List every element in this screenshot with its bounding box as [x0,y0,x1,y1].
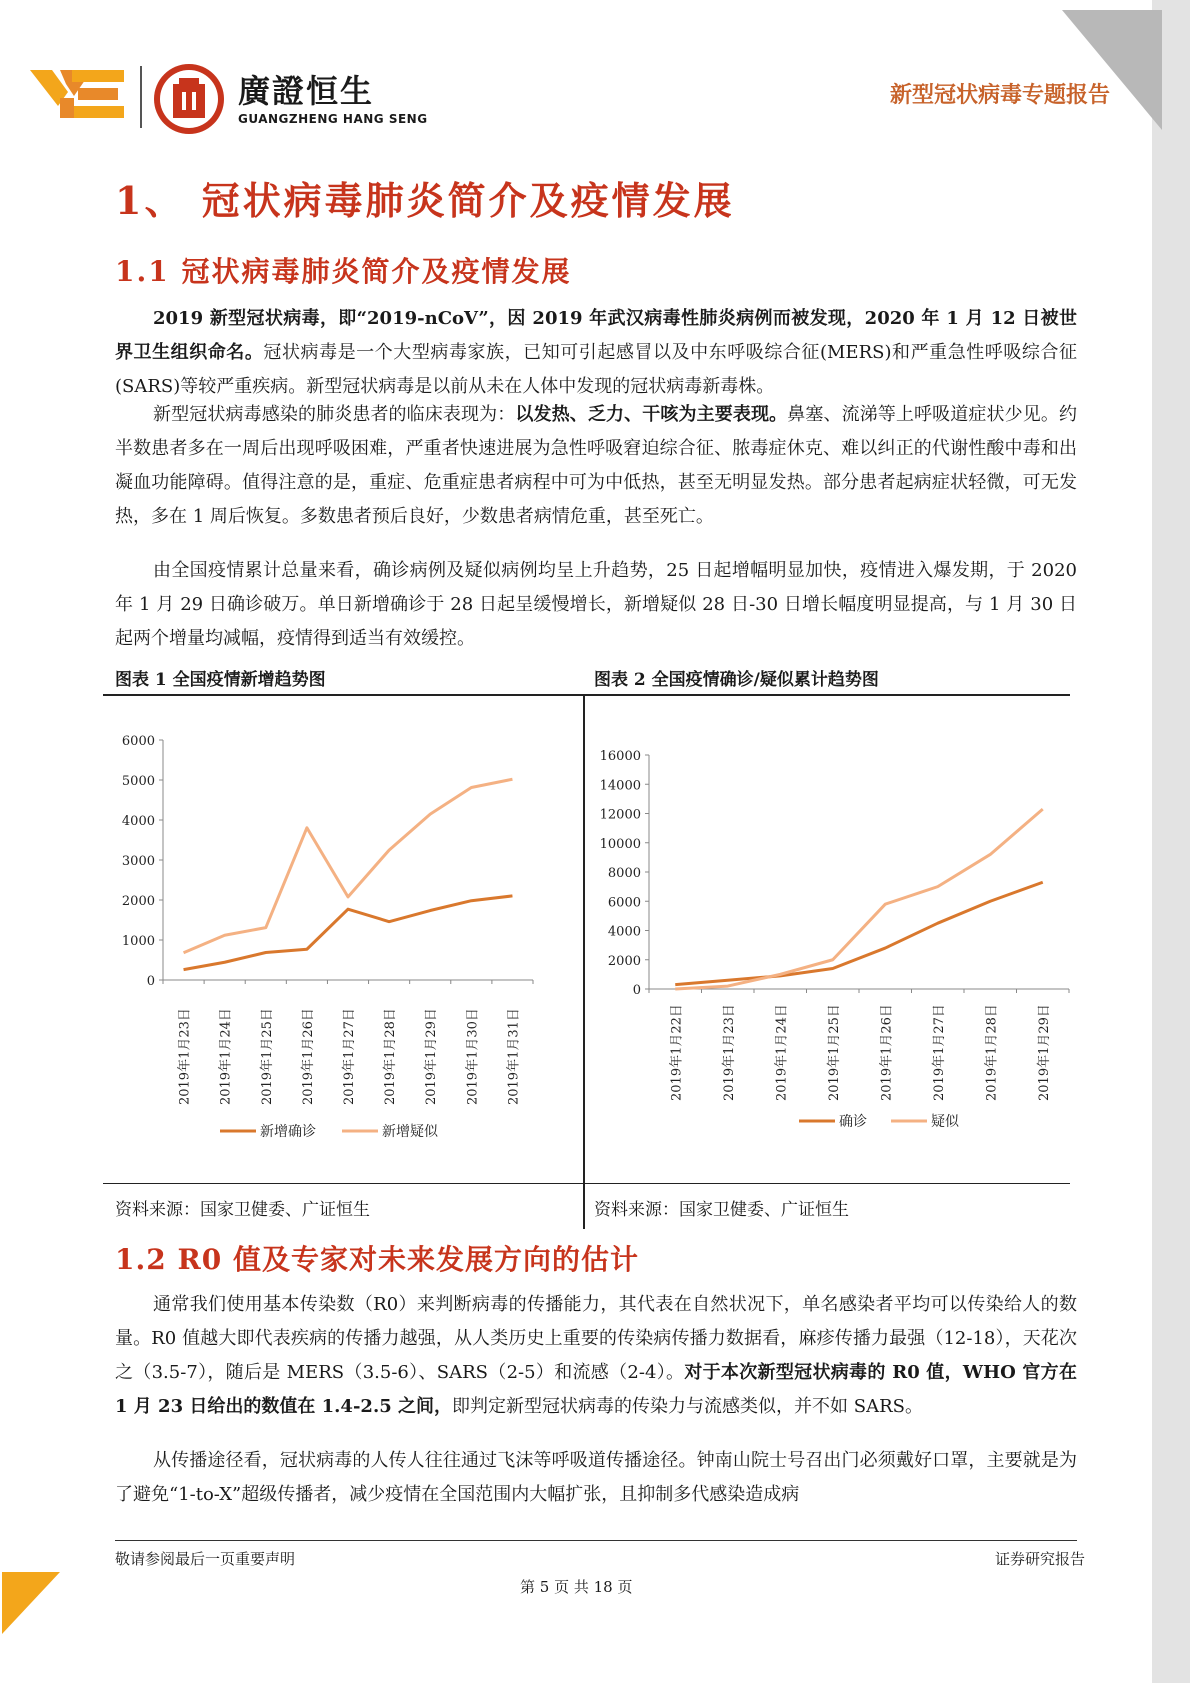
paragraph-r0 [115,1288,1077,1424]
chart-new-cases [115,720,570,1155]
legend-label: 新增疑似 [382,1124,438,1140]
paragraph-intro-rest: 冠状病毒是一个大型病毒家族，已知可引起感冒以及中东呼吸综合征(MERS)和严重急性呼吸综合征(SARS)等较严重疾病。新型冠状病毒是以前从未在人体中发现的冠状病毒新毒株。 [115,342,1077,397]
x-tick-label: 2019年1月30日 [465,1008,481,1105]
paragraph-intro [115,302,1077,404]
y-tick-label: 1000 [121,934,155,949]
legend-label: 新增确诊 [260,1124,316,1140]
y-tick-label: 2000 [121,894,155,909]
paragraph-trend: 由全国疫情累计总量来看，确诊病例及疑似病例均呈上升趋势，25 日起增幅明显加快，疫情进入爆发期，于 2020 年 1 月 29 日确诊破万。单日新增确诊于 28 日起呈缓慢增长，新增疑似 28 日-30 日增长幅度明显提高，与 1 月 30 日起两个增量均减幅，疫情得到适当有效缓控。 [115,560,1077,649]
y-tick-label: 5000 [121,774,155,789]
figure-top-rule [103,694,1070,696]
ye-logo [30,62,130,122]
y-tick-label: 0 [146,974,155,989]
x-tick-label: 2019年1月22日 [669,1004,685,1101]
paragraph-symptoms-b: 鼻塞、流涕等上呼吸道症状少见。约半数患者多在一周后出现呼吸困难，严重者快速进展为急性呼吸窘迫综合征、脓毒症休克、难以纠正的代谢性酸中毒和出凝血功能障碍。值得注意的是，重症、危重症患者病程中可为中低热，甚至无明显发热。部分患者起病症状轻微，可无发热，多在 1 周后恢复。多数患者预后良好，少数患者病情危重，甚至死亡。 [115,404,1078,527]
y-tick-label: 10000 [599,836,641,852]
x-tick-label: 2019年1月29日 [424,1008,440,1105]
subsection-heading-1-1: 1.1 冠状病毒肺炎简介及疫情发展 [115,255,572,288]
figure-divider [583,694,585,1229]
paragraph-r0-a: 通常我们使用基本传染数（R0）来判断病毒的传播能力，其代表在自然状况下，单名感染者平均可以传染给人的数量。R0 值越大即代表疾病的传播力越强，从人类历史上重要的传染病传播力数据看，麻疹传播力最强（12-18），天花次之（3.5-7），随后是 MERS（3.5-6）、SARS（2-5）和流感（2-4）。 [115,1294,1077,1383]
footer-rule [115,1540,1077,1541]
footer-page-number: 第 5 页 共 18 页 [520,1578,633,1596]
y-tick-label: 14000 [599,778,641,794]
corner-triangle-bottom [2,1572,60,1634]
footer-report-type: 证券研究报告 [995,1550,1086,1568]
x-tick-label: 2019年1月31日 [506,1008,522,1105]
footer-disclaimer: 敬请参阅最后一页重要声明 [115,1550,296,1568]
brand-name-cn: 廣證恒生 [238,72,375,110]
x-tick-label: 2019年1月27日 [342,1008,357,1105]
y-tick-label: 16000 [599,749,641,764]
x-tick-label: 2019年1月25日 [826,1004,842,1101]
x-tick-label: 2019年1月26日 [300,1008,316,1105]
y-tick-label: 4000 [607,924,641,940]
figure-1-source: 资料来源：国家卫健委、广证恒生 [115,1200,370,1220]
corner-triangle-top [1062,10,1162,130]
figure-bottom-rule [103,1183,1070,1184]
paragraph-symptoms-a: 新型冠状病毒感染的肺炎患者的临床表现为： [153,404,516,425]
section-heading-1: 1、 冠状病毒肺炎简介及疫情发展 [115,178,735,223]
hengsheng-seal-logo [152,62,226,136]
paragraph-symptoms [115,398,1077,534]
x-tick-label: 2019年1月25日 [259,1008,275,1105]
x-tick-label: 2019年1月28日 [984,1004,1000,1101]
y-tick-label: 3000 [121,854,155,869]
x-tick-label: 2019年1月27日 [931,1004,947,1101]
figure-2-title: 图表 2 全国疫情确诊/疑似累计趋势图 [594,670,879,690]
report-title: 新型冠状病毒专题报告 [890,83,1111,108]
subsection-heading-1-2: 1.2 R0 值及专家对未来发展方向的估计 [115,1243,639,1276]
x-tick-label: 2019年1月24日 [774,1004,790,1101]
brand-name-en: GUANGZHENG HANG SENG [238,112,428,126]
series-line-2 [675,809,1043,989]
x-tick-label: 2019年1月23日 [177,1008,193,1105]
logo-divider [140,66,142,128]
chart-cumulative-cases [594,720,1070,1155]
legend-label: 疑似 [931,1114,959,1130]
paragraph-r0-b: 即判定新型冠状病毒的传染力与流感类似，并不如 SARS。 [452,1396,923,1417]
y-tick-label: 8000 [607,866,641,881]
x-tick-label: 2019年1月23日 [721,1004,737,1101]
y-tick-label: 0 [632,983,641,998]
right-gray-bar [1152,0,1190,1683]
x-tick-label: 2019年1月29日 [1036,1004,1052,1101]
legend-label: 确诊 [839,1114,867,1130]
y-tick-label: 4000 [121,814,155,829]
figure-2-source: 资料来源：国家卫健委、广证恒生 [594,1200,849,1220]
paragraph-intro-bold: 2019 新型冠状病毒，即“2019-nCoV”，因 2019 年武汉病毒性肺炎病例而被发现，2020 年 1 月 12 日被世界卫生组织命名。 [115,308,1077,363]
x-tick-label: 2019年1月28日 [383,1008,399,1105]
paragraph-r0-bold: 对于本次新型冠状病毒的 R0 值，WHO 官方在 1 月 23 日给出的数值在 1.4-2.5 之间， [115,1362,1077,1417]
y-tick-label: 12000 [599,807,641,823]
x-tick-label: 2019年1月26日 [879,1004,895,1101]
figure-1-title: 图表 1 全国疫情新增趋势图 [115,670,326,690]
y-tick-label: 2000 [607,953,641,969]
paragraph-transmission: 从传播途径看，冠状病毒的人传人往往通过飞沫等呼吸道传播途径。钟南山院士号召出门必须戴好口罩，主要就是为了避免“1-to-X”超级传播者，减少疫情在全国范围内大幅扩张，且抑制多代感染造成病 [115,1450,1077,1505]
paragraph-symptoms-bold: 以发热、乏力、干咳为主要表现。 [515,404,788,425]
y-tick-label: 6000 [121,734,155,749]
y-tick-label: 6000 [607,895,641,911]
x-tick-label: 2019年1月24日 [218,1008,234,1105]
series-line-2 [184,779,513,953]
